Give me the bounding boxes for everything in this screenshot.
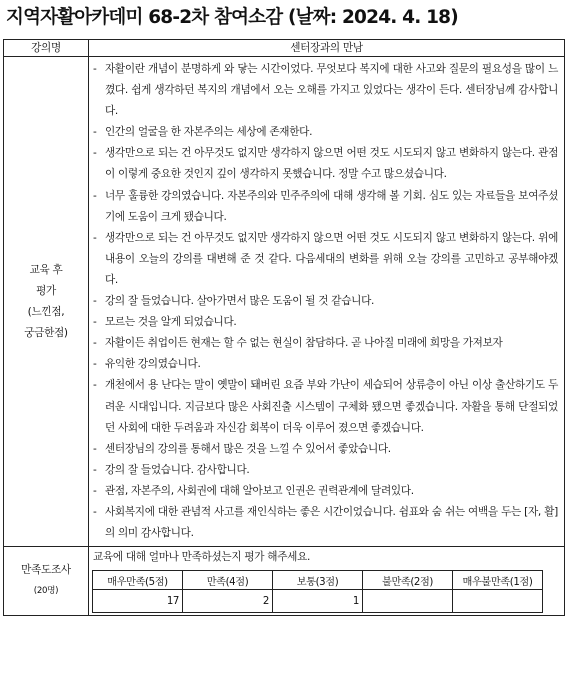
comment-text: 모르는 것을 알게 되었습니다.: [105, 316, 237, 329]
evaluation-row: [4, 57, 565, 547]
comment-text: 자활이란 개념이 분명하게 와 닿는 시간이었다. 무엇보다 복지에 대한 사고와 질문의 필요성을 많이 느꼈다. 쉽게 생각하던 복지의 개념에서 오는 오해를 가지고 있었다는 생각이 든다. 센터장님께 감사합니다.: [105, 63, 558, 118]
comment-item: [93, 481, 558, 502]
comment-text: 생각만으로 되는 건 아무것도 없지만 생각하지 않으면 어떤 것도 시도되지 않고 변화하지 않는다. 위에 내용이 오늘의 강의를 대변해 준 것 같다. 다음세대의 변화를 위해 오늘 강의를 고민하고 공부해야겠다.: [105, 231, 558, 286]
comment-item: [93, 228, 558, 291]
bullet-dash: -: [93, 463, 97, 476]
rating-count: [453, 590, 543, 613]
comment-list: [89, 57, 564, 546]
evaluation-label-line: (느낀점,: [27, 305, 65, 318]
satisfaction-title: 만족도조사: [21, 564, 71, 577]
evaluation-label-line: 평가: [36, 284, 56, 297]
bullet-dash: -: [93, 316, 97, 329]
rating-count: [363, 590, 453, 613]
page-title: 지역자활아카데미 68-2차 참여소감 (날짜: 2024. 4. 18): [6, 7, 458, 28]
comment-item: [93, 186, 558, 228]
comment-text: 너무 훌륭한 강의였습니다. 자본주의와 민주주의에 대해 생각해 볼 기회. 심도 있는 자료들을 보여주셨기에 도움이 크게 됐습니다.: [105, 189, 558, 223]
comment-text: 유익한 강의였습니다.: [105, 358, 201, 371]
comment-item: [93, 354, 558, 375]
comment-item: [93, 439, 558, 460]
bullet-dash: -: [93, 484, 97, 497]
header-lecture-label: 강의명: [4, 40, 89, 57]
comment-text: 인간의 얼굴을 한 자본주의는 세상에 존재한다.: [105, 126, 313, 139]
rating-header: 불만족(2점): [363, 571, 453, 590]
comment-text: 센터장님의 강의를 통해서 많은 것을 느낄 수 있어서 좋았습니다.: [105, 442, 391, 455]
bullet-dash: -: [93, 295, 97, 308]
comment-item: [93, 59, 558, 122]
evaluation-label-line: 궁금한점): [24, 326, 68, 339]
comment-text: 사회복지에 대한 관념적 사고를 재인식하는 좋은 시간이었습니다. 쉼표와 숨 쉬는 여백을 두는 [자, 활]의 의미 감사합니다.: [105, 505, 558, 540]
header-lecture-title: 센터장과의 만남: [89, 40, 565, 57]
bullet-dash: -: [93, 63, 97, 75]
comment-item: [93, 312, 558, 333]
comment-text: 개천에서 용 난다는 말이 옛말이 돼버린 요즘 부와 가난이 세습되어 상류층이 아닌 이상 출산하기도 두려운 시대입니다. 지금보다 많은 사회진출 시스템이 구체화 됐으면 좋겠습니다. 자활을 통해 단절되었던 사회에 대한 두려움과 자신감 회복이 더욱 이루어 졌으면 좋겠습니다.: [105, 379, 558, 434]
survey-table: [3, 39, 565, 616]
rating-header: 매우불만족(1점): [453, 571, 543, 590]
comment-item: [93, 143, 558, 185]
satisfaction-header-row: [93, 571, 543, 590]
bullet-dash: -: [93, 147, 97, 160]
satisfaction-row: [4, 547, 565, 616]
evaluation-label: [4, 57, 89, 547]
comment-item: [93, 502, 558, 544]
rating-count: 2: [183, 590, 273, 613]
comment-text: 관점, 자본주의, 사회권에 대해 알아보고 인권은 권력관계에 달려있다.: [105, 484, 414, 497]
satisfaction-table: [92, 570, 543, 613]
comment-item: [93, 460, 558, 481]
bullet-dash: -: [93, 358, 97, 371]
comment-item: [93, 122, 558, 143]
rating-header: 만족(4점): [183, 571, 273, 590]
bullet-dash: -: [93, 505, 97, 518]
rating-header: 보통(3점): [273, 571, 363, 590]
header-row: [4, 40, 565, 57]
satisfaction-label: [4, 547, 89, 616]
bullet-dash: -: [93, 231, 97, 244]
bullet-dash: -: [93, 126, 97, 139]
rating-count: 17: [93, 590, 183, 613]
bullet-dash: -: [93, 379, 97, 392]
bullet-dash: -: [93, 337, 97, 350]
rating-count: 1: [273, 590, 363, 613]
respondent-count: (20명): [33, 586, 59, 597]
evaluation-comments-cell: [89, 57, 565, 547]
rating-header: 매우만족(5점): [93, 571, 183, 590]
satisfaction-content: [89, 547, 565, 616]
comment-text: 강의 잘 들었습니다. 살아가면서 많은 도움이 될 것 같습니다.: [105, 295, 375, 308]
satisfaction-value-row: [93, 590, 543, 613]
comment-text: 자활이든 취업이든 현재는 할 수 없는 현실이 참담하다. 곧 나아질 미래에 희망을 가져보자: [105, 337, 503, 350]
comment-item: [93, 291, 558, 312]
comment-text: 강의 잘 들었습니다. 감사합니다.: [105, 463, 250, 476]
comment-text: 생각만으로 되는 건 아무것도 없지만 생각하지 않으면 어떤 것도 시도되지 않고 변화하지 않는다. 관점이 이렇게 중요한 것인지 깊이 생각하지 못했습니다. 정말 수고 많으셨습니다.: [105, 147, 558, 181]
comment-item: [93, 375, 558, 438]
bullet-dash: -: [93, 442, 97, 455]
comment-item: [93, 333, 558, 354]
evaluation-label-line: 교육 후: [29, 263, 63, 276]
satisfaction-question: 교육에 대해 얼마나 만족하셨는지 평가 해주세요.: [93, 551, 311, 564]
bullet-dash: -: [93, 189, 97, 202]
